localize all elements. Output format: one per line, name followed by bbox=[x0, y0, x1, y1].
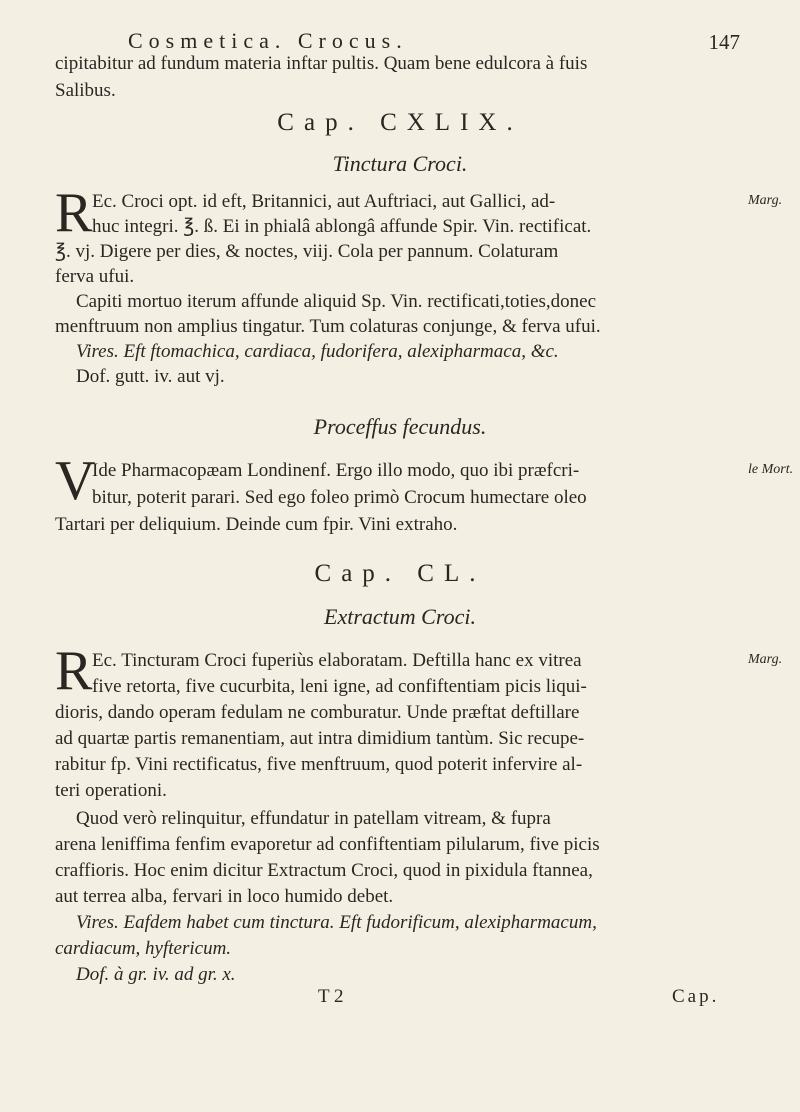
margin-note: Marg. bbox=[748, 652, 783, 667]
text-line: cardiacum, hyftericum. bbox=[55, 938, 232, 959]
text-line: Dof. gutt. iv. aut vj. bbox=[76, 366, 225, 387]
catchword: Cap. bbox=[672, 986, 720, 1007]
running-head: Cosmetica. Crocus. bbox=[128, 28, 408, 53]
text-line: cipitabitur ad fundum materia inftar pultis. Quam bene edulcora à fuis bbox=[55, 53, 588, 74]
text-line: Ec. Tincturam Croci fuperiùs elaboratam. Deftilla hanc ex vitrea bbox=[92, 650, 582, 671]
chapter-title: Extractum Croci. bbox=[324, 604, 476, 629]
text-line: dioris, dando operam fedulam ne comburatur. Unde præftat deftillare bbox=[55, 702, 580, 723]
signature-mark: T 2 bbox=[318, 986, 344, 1007]
chapter-heading: Cap. CXLIX. bbox=[277, 109, 523, 136]
text-line: craffioris. Hoc enim dicitur Extractum Croci, quod in pixidula ftannea, bbox=[55, 860, 593, 881]
text-line: Vires. Eft ftomachica, cardiaca, fudorifera, alexipharmaca, &c. bbox=[76, 341, 559, 362]
drop-capital: R bbox=[55, 182, 93, 244]
text-line: bitur, poterit parari. Sed ego foleo primò Crocum humectare oleo bbox=[92, 487, 587, 508]
margin-note: Marg. bbox=[748, 193, 783, 208]
text-line: ℥. vj. Digere per dies, & noctes, viij. Cola per pannum. Colaturam bbox=[55, 241, 559, 262]
text-line: Vires. Eafdem habet cum tinctura. Eft fudorificum, alexipharmacum, bbox=[76, 912, 597, 933]
page-number: 147 bbox=[708, 30, 740, 54]
text-line: Dof. à gr. iv. ad gr. x. bbox=[76, 964, 236, 985]
drop-capital: V bbox=[55, 450, 96, 512]
text-line: ferva ufui. bbox=[55, 266, 135, 287]
text-line: teri operationi. bbox=[55, 780, 167, 801]
text-line: aut terrea alba, fervari in loco humido debet. bbox=[55, 886, 394, 907]
text-line: Quod verò relinquitur, effundatur in patellam vitream, & fupra bbox=[76, 808, 551, 829]
chapter-heading: Cap. CL. bbox=[314, 560, 486, 587]
text-line: Tartari per deliquium. Deinde cum fpir. Vini extraho. bbox=[55, 514, 458, 535]
text-line: rabitur fp. Vini rectificatus, five menftruum, quod poterit infervire al- bbox=[55, 754, 583, 775]
text-line: ad quartæ partis remanentiam, aut intra dimidium tantùm. Sic recupe- bbox=[55, 728, 585, 749]
text-line: arena leniffima fenfim evaporetur ad confiftentiam pilularum, five picis bbox=[55, 834, 600, 855]
chapter-title: Tinctura Croci. bbox=[332, 151, 468, 176]
text-line: Salibus. bbox=[55, 80, 116, 101]
margin-note: le Mort. bbox=[748, 462, 794, 477]
text-line: menftruum non amplius tingatur. Tum colaturas conjunge, & ferva ufui. bbox=[55, 316, 601, 337]
drop-capital: R bbox=[55, 640, 93, 702]
text-line: Ide Pharmacopæam Londinenf. Ergo illo modo, quo ibi præfcri- bbox=[92, 460, 580, 481]
text-line: Capiti mortuo iterum affunde aliquid Sp. Vin. rectificati,toties,donec bbox=[76, 291, 597, 312]
text-line: huc integri. ℥. ß. Ei in phialâ ablongâ affunde Spir. Vin. rectificat. bbox=[92, 216, 592, 237]
text-line: Ec. Croci opt. id eft, Britannici, aut Auftriaci, aut Gallici, ad- bbox=[92, 191, 556, 212]
section-title: Proceffus fecundus. bbox=[313, 414, 487, 439]
text-line: five retorta, five cucurbita, leni igne, ad confiftentiam picis liqui- bbox=[92, 676, 587, 697]
